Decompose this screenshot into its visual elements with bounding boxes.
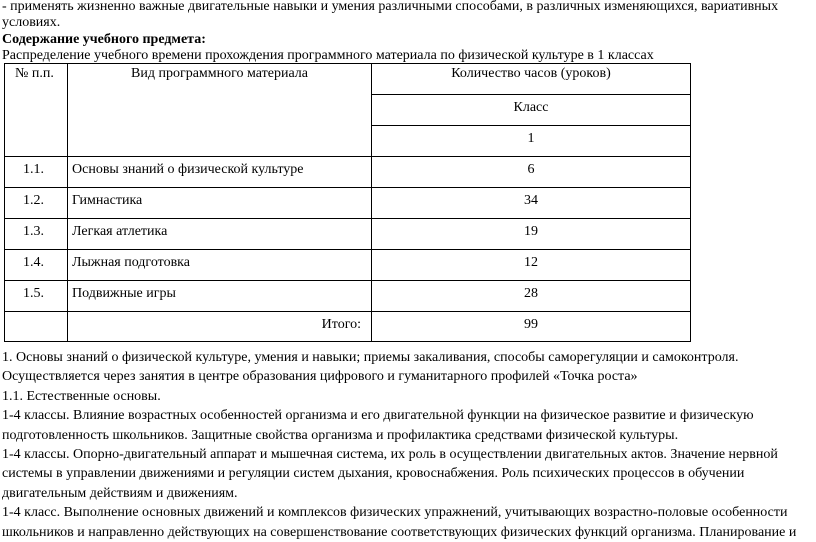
row-num: 1.5. xyxy=(5,281,68,312)
table-header-row xyxy=(5,64,691,95)
header-type: Вид программного материала xyxy=(68,64,372,157)
body-line: подготовленность школьников. Защитные свойства организма и профилактика средствами физической культуры. xyxy=(2,427,679,443)
row-num: 1.2. xyxy=(5,188,68,219)
total-empty-cell xyxy=(5,312,68,342)
row-type: Основы знаний о физической культуре xyxy=(68,157,372,188)
body-line: Осуществляется через занятия в центре образования цифрового и гуманитарного профилей «Точка роста» xyxy=(2,369,638,385)
body-line: 1-4 классы. Опорно-двигательный аппарат и мышечная система, их роль в осуществлении двигательных актов. Значение нервной xyxy=(2,447,778,463)
table-row xyxy=(5,188,691,219)
header-class-value: 1 xyxy=(372,126,691,157)
row-hours: 6 xyxy=(372,157,691,188)
total-value: 99 xyxy=(372,312,691,342)
body-line: 1.1. Естественные основы. xyxy=(2,388,161,404)
table-row xyxy=(5,219,691,250)
table-row xyxy=(5,281,691,312)
body-line: 1-4 класс. Выполнение основных движений и комплексов физических упражнений, учитывающих возрастно-половые особенности xyxy=(2,505,788,521)
row-hours: 34 xyxy=(372,188,691,219)
body-line: 1-4 классы. Влияние возрастных особенностей организма и его двигательной функции на физическое развитие и физическую xyxy=(2,408,754,424)
table-total-row xyxy=(5,312,691,342)
row-num: 1.4. xyxy=(5,250,68,281)
row-hours: 19 xyxy=(372,219,691,250)
body-line: двигательным действиям и движениям. xyxy=(2,485,238,501)
intro-line: условиях. xyxy=(2,15,61,30)
row-type: Лыжная подготовка xyxy=(68,250,372,281)
row-type: Гимнастика xyxy=(68,188,372,219)
table-caption: Распределение учебного времени прохождения программного материала по физической культуре в 1 классах xyxy=(2,48,654,63)
hours-table xyxy=(4,63,691,342)
header-class-label: Класс xyxy=(372,95,691,126)
row-type: Подвижные игры xyxy=(68,281,372,312)
body-line: школьников и направленно действующих на совершенствование соответствующих физических функций организма. Планирование и xyxy=(2,524,797,540)
header-num: № п.п. xyxy=(5,64,68,157)
body-paragraphs xyxy=(2,348,810,542)
row-type: Легкая атлетика xyxy=(68,219,372,250)
intro-line: - применять жизненно важные двигательные навыки и умения различными способами, в различных изменяющихся, вариативных xyxy=(2,0,779,14)
row-hours: 28 xyxy=(372,281,691,312)
body-line: системы в управлении движениями и регуляции систем дыхания, кровоснабжения. Роль психических процессов в обучении xyxy=(2,466,745,482)
total-label: Итого: xyxy=(68,312,372,342)
intro-paragraph xyxy=(2,0,802,31)
table-row xyxy=(5,157,691,188)
section-heading: Содержание учебного предмета: xyxy=(2,32,206,47)
body-line: 1. Основы знаний о физической культуре, умения и навыки; приемы закаливания, способы саморегуляции и самоконтроля. xyxy=(2,350,739,365)
row-hours: 12 xyxy=(372,250,691,281)
table-row xyxy=(5,250,691,281)
row-num: 1.1. xyxy=(5,157,68,188)
header-hours: Количество часов (уроков) xyxy=(372,64,691,95)
row-num: 1.3. xyxy=(5,219,68,250)
